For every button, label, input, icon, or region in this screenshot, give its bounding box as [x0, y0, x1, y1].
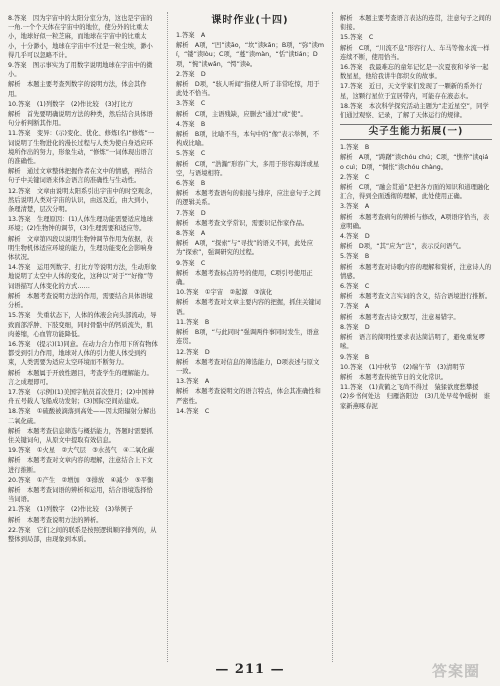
section-title: 课时作业(十四)	[211, 15, 289, 26]
answer-entry: 10.答案 (1)中秋节 (2)端午节 (3)清明节	[340, 363, 465, 371]
answer-entry: 解析 本题考查说明文的语言特点，体会其准确性和严密性。	[176, 388, 321, 405]
answer-entry: 5.答案 C	[176, 150, 206, 158]
answer-column-left	[8, 14, 158, 660]
answer-entry: 2.答案 D	[176, 70, 206, 78]
answer-entry: 3.答案 A	[340, 203, 370, 211]
answer-entry: 5.答案 B	[340, 253, 370, 261]
answer-entry: 解析 D项，“骇人听闻”指使人听了非常吃惊，用于此处不恰当。	[176, 81, 320, 98]
answer-entry: 解析 通过文章整体把握作者在文中的情感，再结合句子中关键词语来体会语言的准确性与生动性。	[8, 168, 153, 185]
answer-entry: 解析 本题考查病句的辨析与修改，A项语序恰当，表意明确。	[340, 213, 490, 230]
answer-entry: 3.答案 C	[176, 100, 206, 108]
answer-entry: 4.答案 B	[176, 120, 206, 128]
answer-entry: 解析 C项，“川流不息”形容行人、车马等像水流一样连续不断，使用恰当。	[340, 44, 490, 61]
answer-entry: 解析 本题考查对文章主要内容的把握，抓住关键词语。	[176, 299, 321, 316]
answer-entry: 解析 本题考查语句的衔接与排序，应注意句子之间的逻辑关系。	[176, 190, 321, 207]
answer-entry: 解析 本题主要考查语言表达的连贯，注意句子之间的衔接。	[340, 15, 492, 32]
answer-entry: 17.答案 近日，天文学家们发现了一颗新的系外行星，这颗行星位于宜居带内，可能存在液态水。	[340, 83, 483, 100]
answer-entry: 18.答案 本次科学探究活动主题为“走近星空”，同学们通过观察、记录，了解了天体运行的规律。	[340, 102, 489, 120]
answer-entry: 4.答案 D	[340, 233, 370, 241]
answer-entry: 解析 语言的简明性要求表达简洁明了，避免重复啰嗦。	[340, 334, 485, 351]
answer-entry: 解析 C项，“融会贯通”是把各方面的知识和道理融化汇合，得到全面透彻的理解，此处使用正确。	[340, 184, 490, 201]
answer-entry: 19.答案 ①火星 ②大气层 ③水蒸气 ④二氧化碳	[8, 447, 154, 455]
answer-entry: 22.答案 它们之间的联系是按照逻辑顺序排列的，从整体到局部，由现象到本质。	[8, 526, 157, 543]
answer-entry: 1.答案 A	[176, 32, 206, 39]
answer-entry: 解析 A项，“探索”与“寻找”的语义不同，此处应为“探索”，强调研究的过程。	[176, 240, 313, 257]
answer-entry: 解析 本题考查说明方法的作用，需要结合具体语境分析。	[8, 292, 153, 310]
answer-entry: 解析 本题考查对文章内容的理解，注意结合上下文进行推断。	[8, 457, 153, 474]
answer-entry: 16.答案 (提示)(1)同意。在动力合力作用下所有物体都受到引力作用，地球对人体的引力使人体受到约束，人类需要为适应太空环境而不断努力。	[8, 340, 158, 367]
answer-entry: 16.答案 我最难忘的童年记忆是一次夏夜和爷爷一起数星星，他给我讲牛郎织女的故事。	[340, 64, 489, 81]
answer-entry: 1.答案 B	[340, 144, 370, 152]
answer-column-middle	[176, 14, 324, 660]
answer-entry: 解析 本题考查文言实词的含义，结合语境进行推断。	[340, 293, 492, 301]
column-divider	[167, 12, 168, 662]
page-number: — 211 —	[215, 662, 285, 677]
answer-entry: 解析 本题考查说明方法的辨析。	[8, 516, 103, 524]
answer-column-right	[340, 14, 492, 660]
answer-entry: 解析 本题考查词语的辨析和运用，结合语境选择恰当词语。	[8, 486, 153, 504]
answer-entry: 解析 本题考查对诗歌内容的理解和赏析，注意诗人的情感。	[340, 263, 492, 280]
answer-entry: 7.答案 A	[340, 303, 370, 311]
answer-entry: 2.答案 C	[340, 173, 370, 181]
answer-entry: 8.答案 D	[340, 323, 370, 331]
answer-entry: 9.答案 图示事实为了用数字说明地球在宇宙中的微小。	[8, 62, 153, 79]
answer-entry: 解析 C项，主语残缺，应删去“通过”或“使”。	[176, 110, 307, 118]
answer-entry: 解析 本题考查文学常识，需要识记作家作品。	[176, 219, 309, 227]
answer-entry: 15.答案 C	[340, 34, 374, 42]
answer-entry: 18.答案 ①硫酸被滴落到高处——因太阳辐射分解出二氧化硫。	[8, 408, 156, 425]
answer-entry: 解析 本题考查古诗文默写，注意易错字。	[340, 313, 460, 321]
answer-entry: 17.答案 (示例)(1)美国宇航员首次登月；(2)中国神舟五号载人飞船成功发射；(3)国际空间站建成。	[8, 388, 155, 406]
answer-entry: 解析 本题考查传统节日的文化常识。	[340, 373, 448, 381]
answer-entry: 9.答案 C	[176, 259, 206, 267]
answer-entry: 9.答案 B	[340, 353, 370, 361]
answer-entry: 15.答案 失重状态下，人体的体液会向头部流动，导致面部浮肿、下肢变细，同时骨骼中的钙质流失，肌肉萎缩，心血管功能降低。	[8, 312, 157, 338]
answer-entry: 解析 首先要明确说明方法的种类，然后结合具体语句分析判断其作用。	[8, 111, 153, 128]
answer-entry: 11.答案 (1)黄鹤之飞尚不得过 猿猱欲度愁攀援 (2)乡书何处达 归雁洛阳边 (3)几处早莺争暖树 谁家新燕啄春泥	[340, 384, 491, 410]
answer-entry: 解析 本题主要考查列数字的说明方法，体会其作用。	[8, 81, 147, 98]
answer-entry: 解析 本题考查标点符号的使用，C项引号使用正确。	[176, 269, 313, 287]
answer-entry: 20.答案 ①产生 ②增加 ③排放 ④减少 ⑤平衡	[8, 476, 154, 484]
answer-entry: 解析 B项，比喻不当，本句中的“像”表示举例，不构成比喻。	[176, 131, 320, 148]
answer-entry: 21.答案 (1)列数字 (2)作比较 (3)举例子	[8, 506, 133, 514]
answer-entry: 13.答案 生理原因：(1)人体生理功能需要适应地球环境；(2)生物钟的调节，(3)生理需要和适应等。	[8, 216, 153, 233]
answer-entry: 8.答案 A	[176, 230, 206, 238]
answer-entry: 解析 B项，“与此同时”强调两件事同时发生，语意连贯。	[176, 329, 320, 346]
answer-entry: 11.答案 变异：(示)变化、优化、修炼(名)“修炼”一词说明了生物进化的漫长过程与人类为使自身适应环境所作出的努力，形象生动，“修炼”一词体现出语言的准确性。	[8, 130, 155, 166]
answer-entry: 12.答案 D	[176, 348, 210, 356]
answer-entry: 11.答案 B	[176, 318, 210, 326]
answer-entry: 解析 A项，“凹”读āo，“坎”读kǎn；B项，“弥”读mí，“镂”读lòu；C项，“蔓”读màn，“恬”读tián；D项，“惋”读wǎn，“愕”读è。	[176, 42, 324, 68]
answer-entry: 7.答案 D	[176, 209, 206, 217]
answer-entry: 10.答案 (1)列数字 (2)作比较 (3)打比方	[8, 100, 133, 108]
answer-entry: 解析 本题考查对信息的筛选能力，D项表述与原文一致。	[176, 358, 320, 375]
answer-entry: 14.答案 C	[176, 407, 210, 415]
column-divider	[332, 12, 333, 662]
answer-entry: 解析 D项，“其”应为“岂”，表示反问语气。	[340, 243, 465, 251]
answer-entry: 6.答案 B	[176, 180, 206, 188]
answer-entry: 10.答案 ①宇宙 ②起源 ③演化	[176, 289, 273, 297]
answer-entry: 解析 本题考查信息筛选与概括能力，答题时需要抓住关键词句，从原文中提取有效信息。	[8, 427, 153, 444]
watermark-logo: 答案圈	[432, 662, 481, 680]
answer-entry: 8.答案 因为宇宙中的太阳分室分为，这也是宇宙的一角.一个个天体在宇宙中的地位，使分外的比重太小，地球好似一粒芝麻，而地球在宇宙中的比重太小，十分渺小，地球在宇宙中不过是一粒尘埃，渺小得几乎可以忽略不计。	[8, 15, 153, 59]
answer-entry: 13.答案 A	[176, 378, 210, 386]
section-title: 尖子生能力拓展(一)	[340, 124, 492, 140]
answer-entry: 6.答案 C	[340, 283, 370, 291]
answer-entry: 14.答案 运用列数字、打比方等说明方法，生动形象地说明了太空中人体的变化，这种以“对于”“好像”等词语描写人体变化的方式……	[8, 264, 157, 290]
answer-entry: 解析 本题属于开放性题目，考查学生的理解能力。言之成理即可。	[8, 369, 153, 386]
answer-entry: 解析 文章第四段以说明生物钟调节作用为依据，表明生物机体适应环境的能力，生理功能变化会影响身体状况。	[8, 235, 153, 262]
answer-entry: 解析 C项，“浩瀚”形容广大，多用于形容海洋或星空，与语境相符。	[176, 160, 320, 177]
answer-entry: 解析 A项，“踌躇”读chóu chú；C项，“憔悴”读qiáo cuì；D项，“惆怅”读chóu chàng。	[340, 154, 489, 171]
answer-entry: 12.答案 文章由说明太阳系引出宇宙中的时空观念，然后说明人类对宇宙的认识，由远及近，由大到小，条理清楚，层次分明。	[8, 187, 157, 214]
page-number-text: 211	[234, 662, 266, 677]
